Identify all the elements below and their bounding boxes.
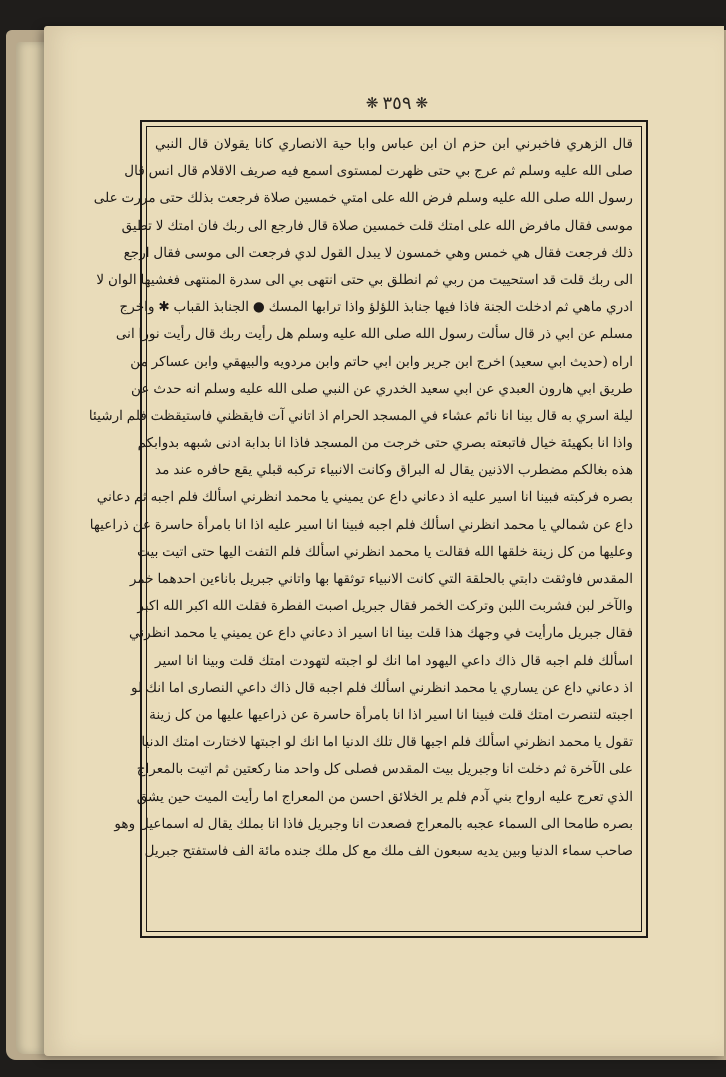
text-line: قال الزهري فاخبرني ابن حزم ان ابن عباس وابا حية الانصاري كانا يقولان قال النبي: [155, 136, 633, 152]
text-line: ادري ماهي ثم ادخلت الجنة فاذا فيها جنابذ اللؤلؤ واذا ترابها المسك ● الجنابذ القباب ✱ واخرج: [119, 299, 633, 316]
body-text: [88, 131, 633, 865]
text-line: ذلك فرجعت فقال هي خمس وهي خمسون لا يبدل القول لدي فرجعت الى موسى فقال ارجع: [123, 244, 633, 261]
text-line: بصره فركبته فبينا انا اسير عليه اذ دعاني داع عن يميني يا محمد انظرني اسألك فلم اجبه ثم دعاني: [96, 489, 633, 506]
text-line: على الآخرة ثم دخلت انا وجبريل بيت المقدس فصلى كل واحد منا ركعتين ثم اتيت بالمعراج: [136, 761, 633, 778]
floral-ornament-icon: ❋: [365, 93, 379, 112]
page-number-header: [362, 88, 432, 118]
text-line: اراه (حديث ابي سعيد) اخرج ابن جرير وابن ابي حاتم وابن مردويه والبيهقي وابن عساكر من: [130, 353, 633, 370]
text-line: وعليها من كل زينة خلقها الله فقالت يا محمد انظرني اسألك فلم التفت اليها حتى اتيت بيت: [137, 543, 633, 560]
text-line: ليلة اسري به قال بينا انا نائم عشاء في المسجد الحرام اذ اتاني آت فايقظني فاستيقظت فلم ارشيئا: [88, 407, 633, 424]
text-line: اجبته لتنصرت امتك قلت فبينا انا اسير اذا انا بامرأة حاسرة عن ذراعيها عليها من كل زينة: [149, 706, 633, 723]
text-line: هذه بغالكم مضطرب الاذنين يقال له البراق وكانت الانبياء تركبه قبلي يقع حافره عند مد: [155, 462, 633, 479]
text-line: صلى الله عليه وسلم ثم عرج بي حتى ظهرت لمستوى اسمع فيه صريف الاقلام قال انس قال: [124, 163, 633, 180]
text-line: رسول الله صلى الله عليه وسلم فرض الله على امتي خمسين صلاة فرجعت بذلك حتى مررت على: [93, 190, 633, 207]
text-line: صاحب سماء الدنيا وبين يديه سبعون الف ملك مع كل ملك جنده مائة الف فاستفتح جبريل: [144, 842, 633, 859]
text-line: الذي تعرج عليه ارواح بني آدم فلم ير الخلائق احسن من المعراج اما رأيت الميت حين يشق: [136, 788, 633, 805]
text-line: اذ دعاني داع عن يساري يا محمد انظرني اسألك فلم اجبه قال ذاك داعي النصارى اما انك لو: [130, 679, 633, 696]
text-line: فقال جبريل مارأيت في وجهك هذا قلت بينا انا اسير اذ دعاني داع عن يميني يا محمد انظرني: [128, 625, 633, 642]
text-line: واذا انا بكهيئة خيال فاتبعته بصري حتى خرجت من المسجد فاذا انا بدابة ادنى شبهه بدوابكم: [137, 435, 633, 452]
text-line: المقدس فاوثقت دابتي بالحلقة التي كانت الانبياء توثقها بها واتاني جبريل باناءين احدهما خمر: [129, 571, 633, 587]
text-line: والآخر لبن فشربت اللبن وتركت الخمر فقال جبريل اصبت الفطرة فقلت الله اكبر الله اكبر: [137, 598, 633, 615]
text-line: موسى فقال مافرض الله على امتك قلت خمسين صلاة قال فارجع الى ربك فان امتك لا تطيق: [121, 217, 633, 234]
text-line: اسألك فلم اجبه قال ذاك داعي اليهود اما انك لو اجبته لتهودت امتك قلت وبينا انا اسير: [155, 652, 633, 669]
text-line: الى ربك قلت قد استحييت من ربي ثم انطلق بي حتى انتهى بي الى سدرة المنتهى فغشيها الوان لا: [96, 271, 633, 288]
text-frame: [88, 126, 642, 932]
text-line: طريق ابي هارون العبدي عن ابي سعيد الخدري عن النبي صلى الله عليه وسلم انه حدث عن: [131, 380, 633, 397]
floral-ornament-icon: ❋: [415, 93, 429, 112]
page-number: ٣٥٩: [382, 92, 412, 114]
text-line: بصره طامحا الى السماء عجبه بالمعراج فصعدت انا وجبريل فاذا انا بملك يقال له اسماعيل وهو: [114, 815, 633, 832]
text-line: مسلم عن ابي ذر قال سألت رسول الله صلى الله عليه وسلم هل رأيت ربك قال رأيت نورا انى: [115, 326, 633, 343]
text-line: تقول يا محمد انظرني اسألك فلم اجبها قال تلك الدنيا اما انك لو اجبتها لاختارت امتك الدنيا: [141, 734, 633, 751]
text-line: داع عن شمالي يا محمد انظرني اسألك فلم اجبه فبينا انا اسير عليه اذا انا بامرأة حاسرة عن ذراعيها: [89, 516, 633, 533]
